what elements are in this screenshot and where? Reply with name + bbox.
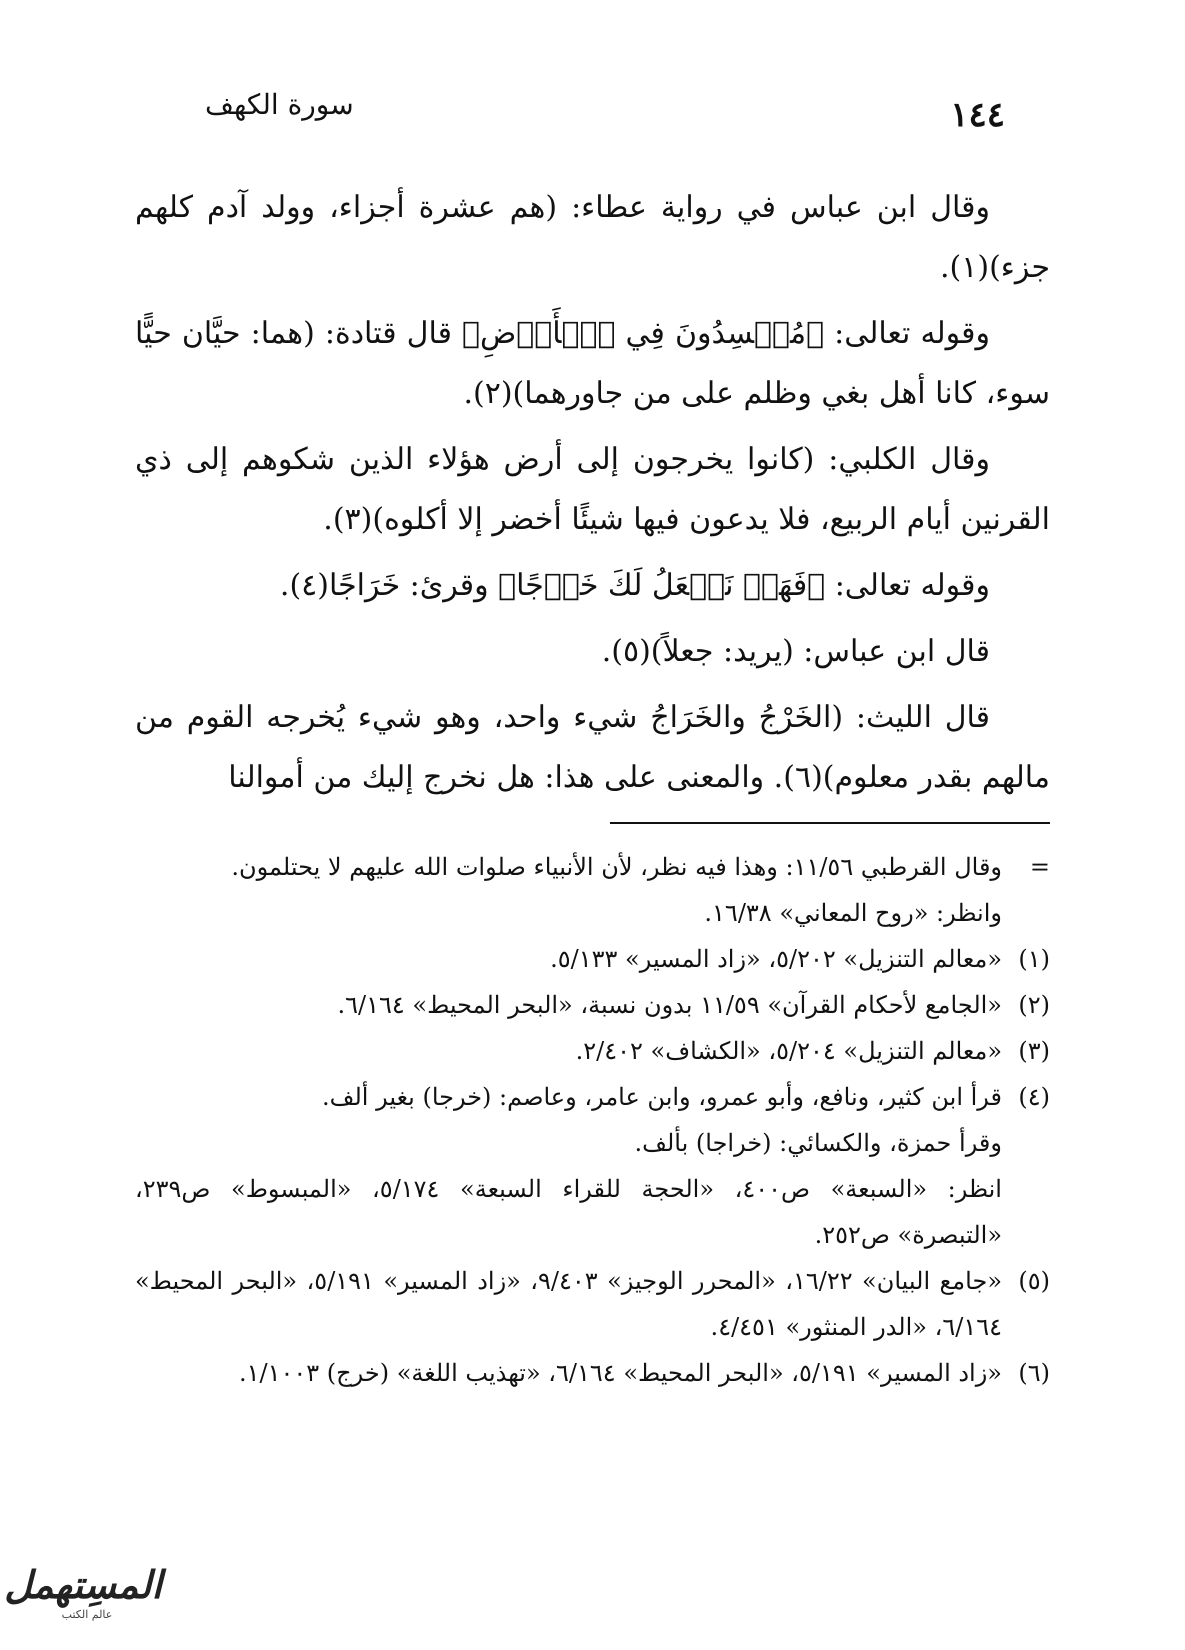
footnote-continuation — [135, 844, 1050, 936]
footnote-separator — [610, 822, 1050, 824]
footnotes — [135, 844, 1050, 1396]
footnote-line: قرأ ابن كثير، ونافع، وأبو عمرو، وابن عامر، وعاصم: (خرجا) بغير ألف. — [322, 1083, 1002, 1111]
main-text — [135, 178, 1050, 814]
footnote-mark: (٢) — [1018, 991, 1050, 1019]
footnote-mark: (١) — [1018, 945, 1050, 973]
footnote-line: «الجامع لأحكام القرآن» ١١/٥٩ بدون نسبة، «البحر المحيط» ٦/١٦٤. — [337, 991, 1002, 1019]
footnote-mark: (٣) — [1018, 1037, 1050, 1065]
logo-subtext: عالم الكتب — [61, 1608, 113, 1621]
footnote-mark: (٥) — [1018, 1267, 1050, 1295]
logo-calligraphy: المسِتهمل — [4, 1562, 162, 1607]
footnote-mark: (٦) — [1018, 1359, 1050, 1387]
footnote-line: «زاد المسير» ٥/١٩١، «البحر المحيط» ٦/١٦٤، «تهذيب اللغة» (خرج) ١/١٠٠٣. — [238, 1359, 1002, 1387]
footnote-3 — [135, 1028, 1050, 1074]
footnote-line: «معالم التنزيل» ٥/٢٠٤، «الكشاف» ٢/٤٠٢. — [575, 1037, 1002, 1065]
footnote-body — [135, 1074, 1002, 1258]
footnote-line: وانظر: «روح المعاني» ١٦/٣٨. — [704, 899, 1002, 927]
paragraph: وقال ابن عباس في رواية عطاء: (هم عشرة أجزاء، وولد آدم كلهم جزء)(١). — [135, 190, 1050, 285]
footnote-body — [135, 1258, 1002, 1350]
page-number: ١٤٤ — [950, 95, 1005, 135]
footnote-line: انظر: «السبعة» ص٤٠٠، «الحجة للقراء السبعة» ٥/١٧٤، «المبسوط» ص٢٣٩، «التبصرة» ص٢٥٢. — [135, 1175, 1002, 1249]
footnote-5 — [135, 1258, 1050, 1350]
paragraph: وقوله تعالى: ﴿فَهَلۡ نَجۡعَلُ لَكَ خَرۡجًا﴾ وقرئ: خَرَاجًا(٤). — [279, 568, 990, 603]
footnote-6 — [135, 1350, 1050, 1396]
publisher-logo — [4, 1562, 162, 1632]
paragraph: وقوله تعالى: ﴿مُفۡسِدُونَ فِي ٱلۡأَرۡضِ﴾ قال قتادة: (هما: حيَّان حيًّا سوء، كانا أهل بغي وظلم على من جاورهما)(٢). — [135, 316, 1050, 411]
running-header-title: سورة الكهف — [205, 88, 354, 121]
footnote-line: وقرأ حمزة، والكسائي: (خراجا) بألف. — [634, 1129, 1002, 1157]
paragraph: قال الليث: (الخَرْجُ والخَرَاجُ شيء واحد، وهو شيء يُخرجه القوم من مالهم بقدر معلوم)(٦). والمعنى على هذا: هل نخرج إليك من أموالنا — [135, 700, 1050, 795]
footnote-body — [135, 936, 1002, 982]
footnote-2 — [135, 982, 1050, 1028]
footnote-body — [135, 1350, 1002, 1396]
footnote-1 — [135, 936, 1050, 982]
footnote-body — [135, 1028, 1002, 1074]
footnote-mark: (٤) — [1018, 1083, 1050, 1111]
paragraph: قال ابن عباس: (يريد: جعلاً)(٥). — [601, 634, 990, 669]
paragraph: وقال الكلبي: (كانوا يخرجون إلى أرض هؤلاء الذين شكوهم إلى ذي القرنين أيام الربيع، فلا يدعون فيها شيئًا أخضر إلا أكلوه)(٣). — [135, 442, 1050, 537]
footnote-line: وقال القرطبي ١١/٥٦: وهذا فيه نظر، لأن الأنبياء صلوات الله عليهم لا يحتلمون. — [231, 853, 1002, 881]
footnote-body — [135, 844, 1002, 936]
footnote-mark: = — [1029, 853, 1050, 881]
footnote-line: «معالم التنزيل» ٥/٢٠٢، «زاد المسير» ٥/١٣٣. — [550, 945, 1002, 973]
footnote-4 — [135, 1074, 1050, 1258]
footnote-body — [135, 982, 1002, 1028]
footnote-line: «جامع البيان» ١٦/٢٢، «المحرر الوجيز» ٩/٤٠٣، «زاد المسير» ٥/١٩١، «البحر المحيط» ٦/١٦٤، «الدر المنثور» ٤/٤٥١. — [135, 1267, 1002, 1341]
